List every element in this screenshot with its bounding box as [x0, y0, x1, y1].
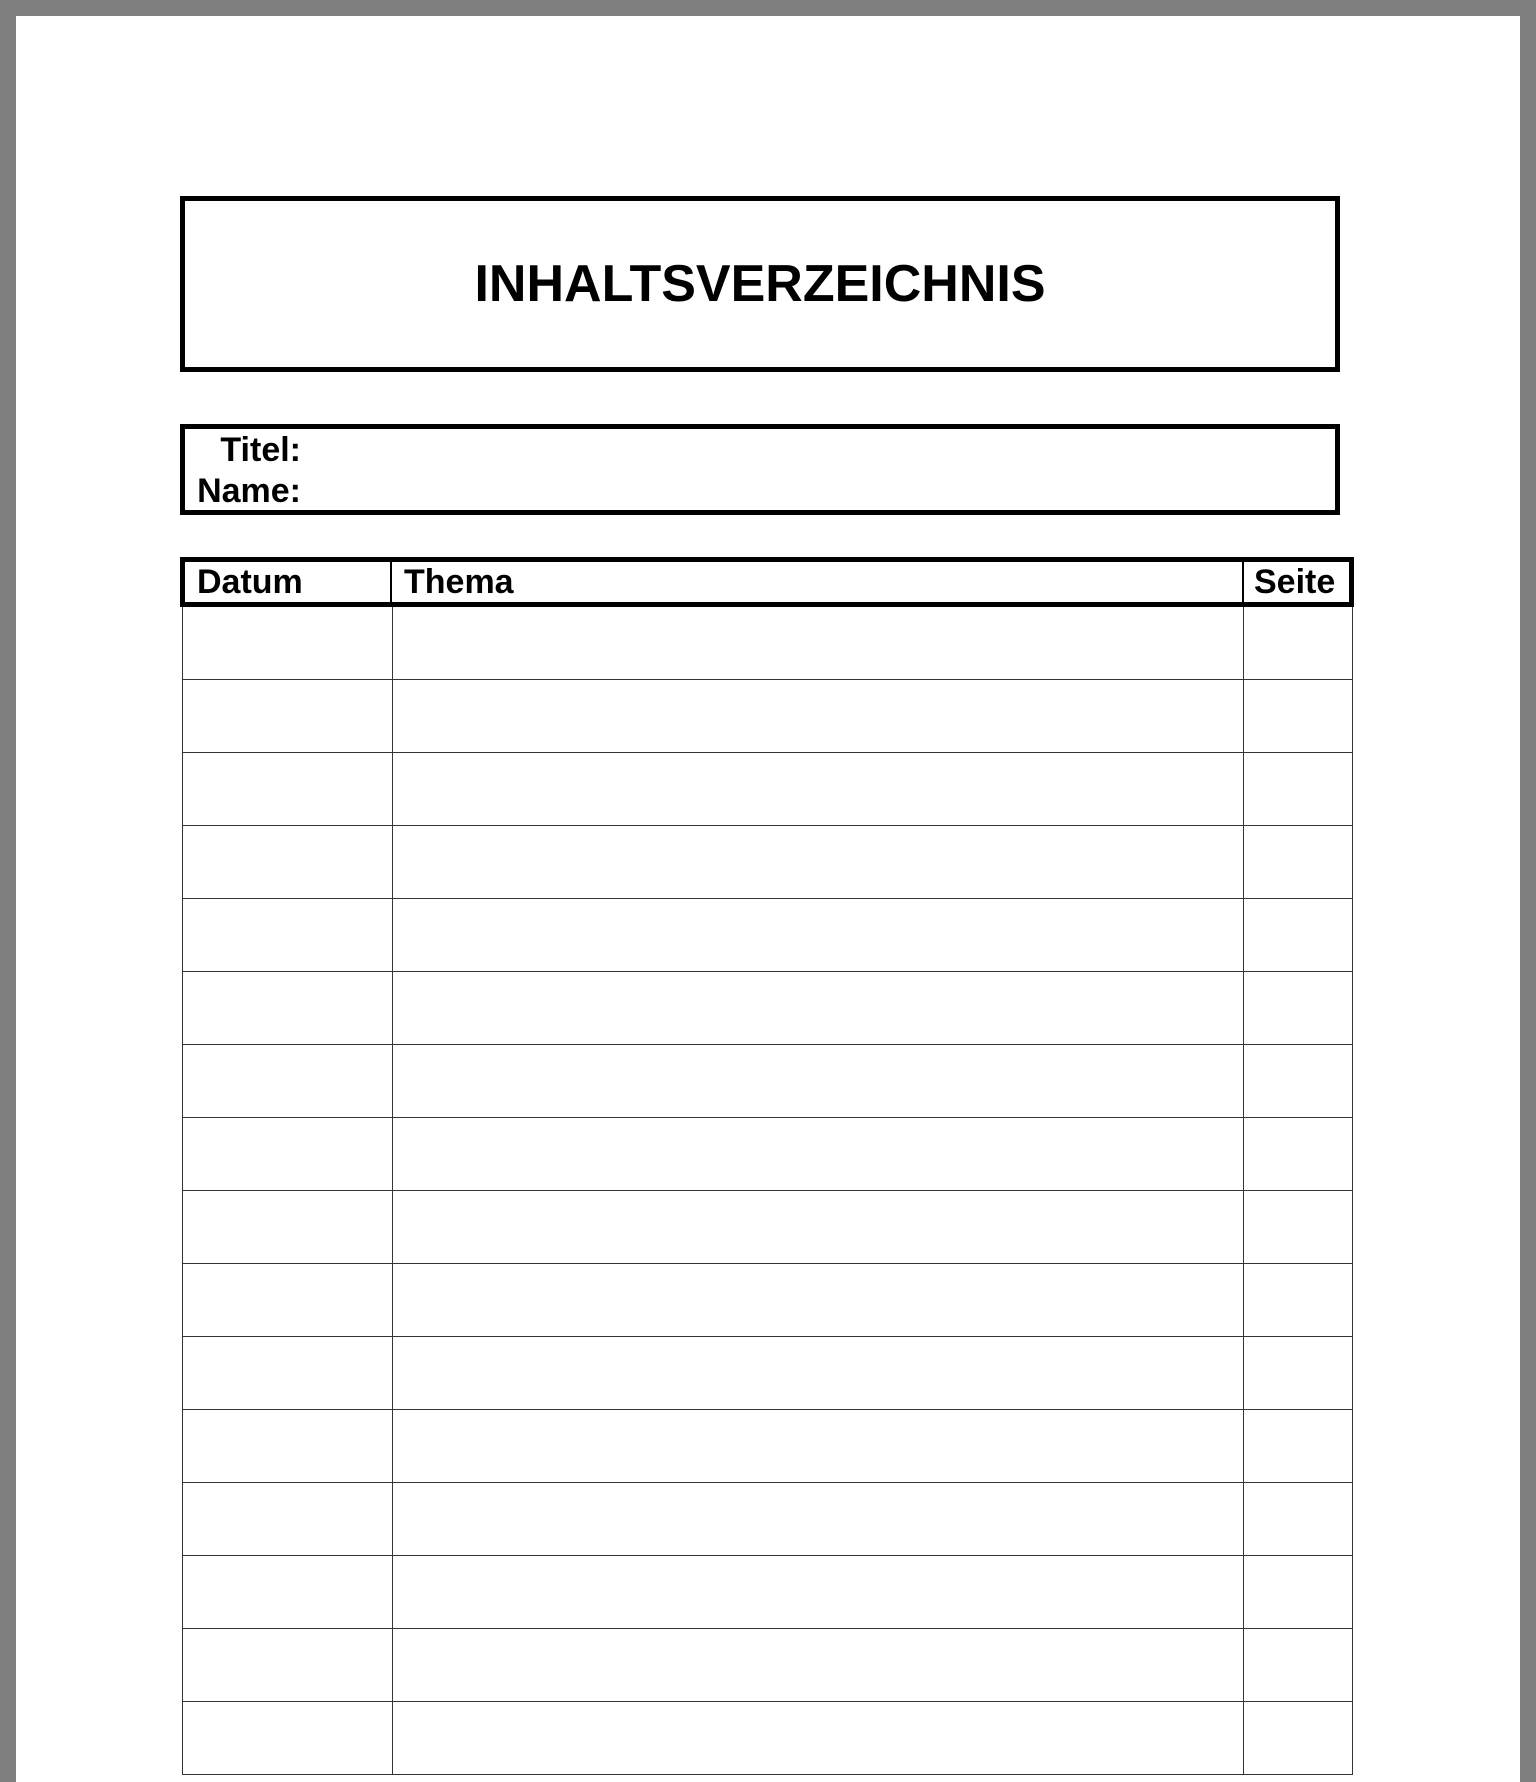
seite-cell [1243, 680, 1353, 752]
page-title: INHALTSVERZEICHNIS [474, 255, 1046, 313]
table-row [182, 1264, 1353, 1337]
seite-cell [1243, 1264, 1353, 1336]
datum-cell [182, 1702, 392, 1774]
datum-cell [182, 607, 392, 679]
seite-cell [1243, 1045, 1353, 1117]
thema-cell [392, 899, 1243, 971]
header-thema: Thema [392, 562, 1244, 602]
title-box [180, 196, 1340, 372]
datum-cell [182, 899, 392, 971]
table-row [182, 1483, 1353, 1556]
seite-cell [1243, 1702, 1353, 1774]
seite-cell [1243, 899, 1353, 971]
seite-cell [1243, 972, 1353, 1044]
thema-cell [392, 1264, 1243, 1336]
thema-cell [392, 1118, 1243, 1190]
seite-cell [1243, 1337, 1353, 1409]
datum-cell [182, 753, 392, 825]
table-row [182, 753, 1353, 826]
table-row [182, 899, 1353, 972]
datum-cell [182, 1045, 392, 1117]
header-seite: Seite [1254, 562, 1336, 601]
info-box [180, 424, 1340, 515]
thema-cell [392, 826, 1243, 898]
table-body [182, 607, 1353, 1775]
seite-cell [1243, 1410, 1353, 1482]
datum-cell [182, 1483, 392, 1555]
seite-cell [1243, 1191, 1353, 1263]
thema-cell [392, 607, 1243, 679]
datum-cell [182, 1556, 392, 1628]
table-row [182, 1045, 1353, 1118]
datum-cell [182, 1118, 392, 1190]
table-row [182, 826, 1353, 899]
datum-cell [182, 1629, 392, 1701]
seite-cell [1243, 753, 1353, 825]
table-row [182, 1702, 1353, 1775]
seite-cell [1243, 1483, 1353, 1555]
thema-cell [392, 1337, 1243, 1409]
datum-cell [182, 680, 392, 752]
header-datum: Datum [185, 562, 392, 602]
table-row [182, 680, 1353, 753]
thema-cell [392, 1702, 1243, 1774]
titel-label: Titel: [220, 431, 301, 469]
thema-cell [392, 1629, 1243, 1701]
thema-cell [392, 1410, 1243, 1482]
seite-cell [1243, 826, 1353, 898]
table-row [182, 1410, 1353, 1483]
document-page [16, 16, 1520, 1782]
thema-cell [392, 1556, 1243, 1628]
thema-cell [392, 1483, 1243, 1555]
table-header [180, 557, 1354, 607]
table-row [182, 1118, 1353, 1191]
datum-cell [182, 1191, 392, 1263]
seite-cell [1243, 607, 1353, 679]
seite-cell [1243, 1629, 1353, 1701]
thema-cell [392, 1191, 1243, 1263]
datum-cell [182, 1410, 392, 1482]
table-row [182, 1337, 1353, 1410]
table-row [182, 1556, 1353, 1629]
thema-cell [392, 1045, 1243, 1117]
datum-cell [182, 972, 392, 1044]
datum-cell [182, 826, 392, 898]
thema-cell [392, 680, 1243, 752]
thema-cell [392, 972, 1243, 1044]
seite-cell [1243, 1556, 1353, 1628]
name-label: Name: [197, 472, 301, 510]
table-row [182, 972, 1353, 1045]
seite-cell [1243, 1118, 1353, 1190]
thema-cell [392, 753, 1243, 825]
table-row [182, 607, 1353, 680]
table-row [182, 1629, 1353, 1702]
datum-cell [182, 1264, 392, 1336]
table-row [182, 1191, 1353, 1264]
datum-cell [182, 1337, 392, 1409]
